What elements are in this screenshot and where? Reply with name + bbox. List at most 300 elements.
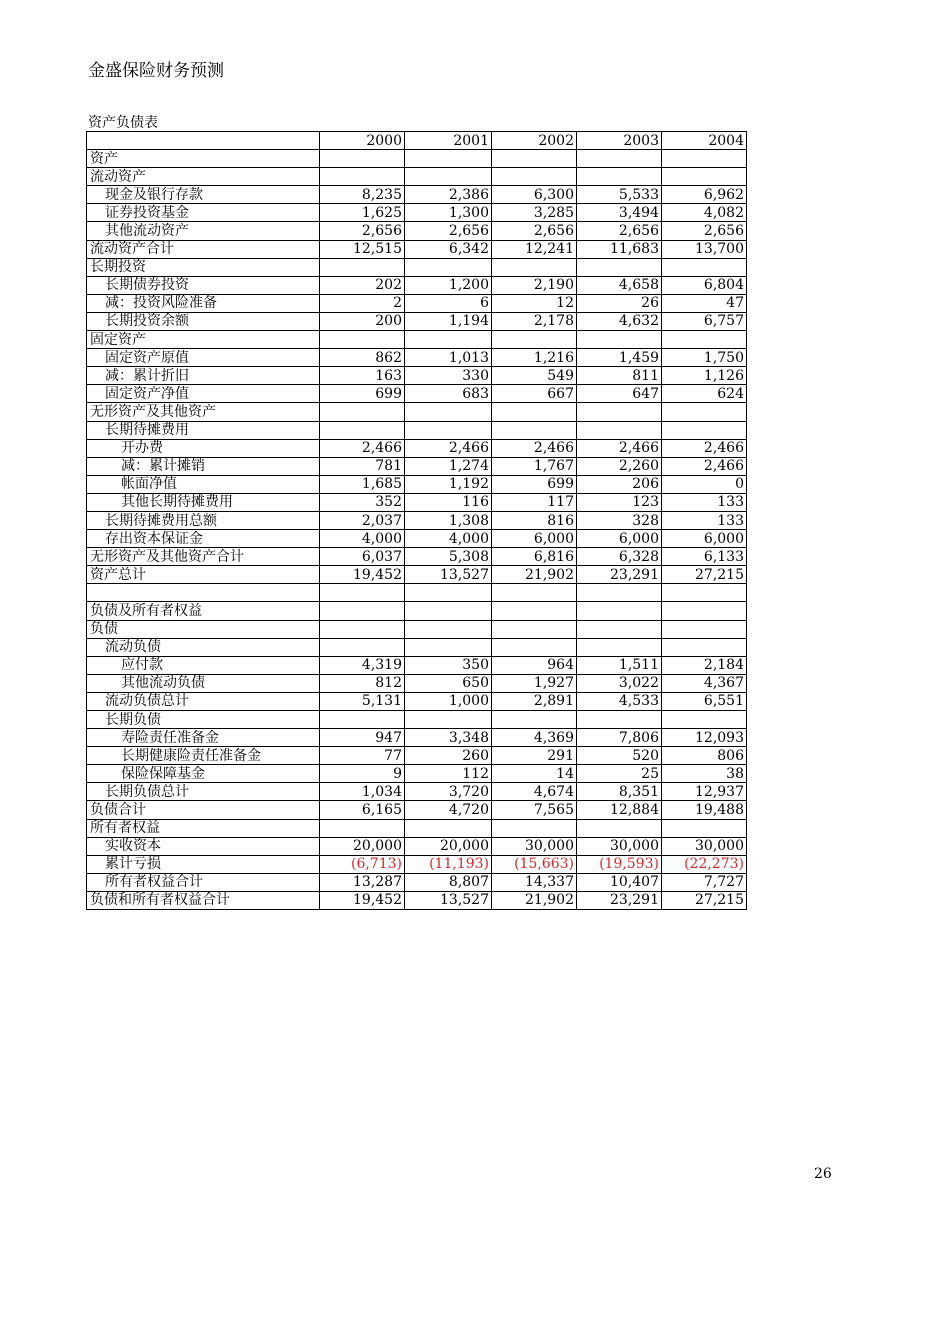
table-row [87,168,747,186]
value-cell-2003: 328 [577,511,662,529]
value-cell-2002: 3,285 [492,204,577,222]
value-cell-2004 [662,403,747,421]
value-cell-2003: 647 [577,385,662,403]
value-cell-2004: 13,700 [662,240,747,258]
value-cell-2001 [405,168,492,186]
value-cell-2000 [320,819,405,837]
value-cell-2000: 781 [320,457,405,475]
value-cell-2003 [577,403,662,421]
table-row [87,602,747,620]
value-cell-2002: 30,000 [492,837,577,855]
row-label: 保险保障基金 [87,765,320,783]
value-cell-2001: 1,274 [405,457,492,475]
row-label: 其他流动负债 [87,674,320,692]
table-row [87,674,747,692]
value-cell-2000: 9 [320,765,405,783]
value-cell-2002: 117 [492,493,577,511]
value-cell-2002 [492,602,577,620]
value-cell-2001: 112 [405,765,492,783]
table-row [87,711,747,729]
value-cell-2003: 2,466 [577,439,662,457]
row-label: 其他长期待摊费用 [87,493,320,511]
value-cell-2002: 549 [492,367,577,385]
value-cell-2004: 2,184 [662,656,747,674]
table-row [87,258,747,276]
value-cell-2003 [577,711,662,729]
value-cell-2003: 520 [577,747,662,765]
value-cell-2003: (19,593) [577,855,662,873]
value-cell-2001: 330 [405,367,492,385]
value-cell-2000: 2 [320,294,405,312]
row-label: 负债及所有者权益 [87,602,320,620]
value-cell-2004 [662,331,747,349]
value-cell-2001: 5,308 [405,548,492,566]
row-label: 长期投资余额 [87,312,320,330]
value-cell-2004 [662,584,747,602]
header-year-2001: 2001 [405,132,492,150]
value-cell-2003: 8,351 [577,783,662,801]
table-row [87,801,747,819]
value-cell-2002: 1,216 [492,349,577,367]
value-cell-2002: 6,300 [492,186,577,204]
value-cell-2004 [662,150,747,168]
value-cell-2004: 38 [662,765,747,783]
table-row [87,747,747,765]
value-cell-2000: 1,685 [320,475,405,493]
table-row [87,620,747,638]
value-cell-2000: 352 [320,493,405,511]
value-cell-2001: 1,013 [405,349,492,367]
value-cell-2001: 1,300 [405,204,492,222]
value-cell-2002: 2,891 [492,692,577,710]
value-cell-2004: 27,215 [662,891,747,909]
value-cell-2001: 3,720 [405,783,492,801]
value-cell-2004: 2,466 [662,457,747,475]
value-cell-2001: 8,807 [405,873,492,891]
value-cell-2000: 20,000 [320,837,405,855]
value-cell-2002 [492,584,577,602]
value-cell-2000: 2,466 [320,439,405,457]
value-cell-2004 [662,421,747,439]
value-cell-2000 [320,584,405,602]
value-cell-2000: 6,037 [320,548,405,566]
balance-sheet-table [86,131,747,910]
value-cell-2000: 5,131 [320,692,405,710]
value-cell-2004 [662,819,747,837]
value-cell-2002: 667 [492,385,577,403]
value-cell-2004: 12,093 [662,729,747,747]
value-cell-2001: 13,527 [405,891,492,909]
value-cell-2002: 2,190 [492,276,577,294]
value-cell-2004: 624 [662,385,747,403]
value-cell-2000: 202 [320,276,405,294]
table-row [87,692,747,710]
value-cell-2004 [662,258,747,276]
value-cell-2001: 4,000 [405,530,492,548]
value-cell-2001 [405,584,492,602]
value-cell-2004: 2,466 [662,439,747,457]
value-cell-2002: 14,337 [492,873,577,891]
value-cell-2002: 7,565 [492,801,577,819]
table-row [87,837,747,855]
value-cell-2001 [405,258,492,276]
value-cell-2002: 816 [492,511,577,529]
table-row [87,891,747,909]
value-cell-2004: 4,367 [662,674,747,692]
row-label: 负债 [87,620,320,638]
value-cell-2004: 1,126 [662,367,747,385]
row-label: 所有者权益合计 [87,873,320,891]
header-year-2004: 2004 [662,132,747,150]
value-cell-2003: 4,533 [577,692,662,710]
row-label: 长期投资 [87,258,320,276]
value-cell-2001: 1,192 [405,475,492,493]
value-cell-2004 [662,620,747,638]
table-row [87,222,747,240]
value-cell-2003: 4,632 [577,312,662,330]
value-cell-2000: 812 [320,674,405,692]
row-label: 开办费 [87,439,320,457]
document-title: 金盛保险财务预测 [88,61,224,81]
value-cell-2003 [577,584,662,602]
row-label: 减：投资风险准备 [87,294,320,312]
value-cell-2000: 699 [320,385,405,403]
row-label: 帐面净值 [87,475,320,493]
row-label: 流动资产合计 [87,240,320,258]
row-label: 实收资本 [87,837,320,855]
value-cell-2001 [405,403,492,421]
value-cell-2001: 683 [405,385,492,403]
value-cell-2003: 1,511 [577,656,662,674]
value-cell-2002 [492,711,577,729]
table-row [87,421,747,439]
value-cell-2002: 21,902 [492,891,577,909]
value-cell-2002: 1,927 [492,674,577,692]
value-cell-2002: 4,369 [492,729,577,747]
value-cell-2004: 133 [662,493,747,511]
value-cell-2002: 6,816 [492,548,577,566]
table-row [87,855,747,873]
value-cell-2004: 4,082 [662,204,747,222]
value-cell-2002: 6,000 [492,530,577,548]
value-cell-2004: 7,727 [662,873,747,891]
value-cell-2002: 2,656 [492,222,577,240]
table-row [87,276,747,294]
value-cell-2003: 3,494 [577,204,662,222]
value-cell-2002: 2,178 [492,312,577,330]
value-cell-2000 [320,620,405,638]
value-cell-2003: 6,328 [577,548,662,566]
value-cell-2002 [492,819,577,837]
value-cell-2004: 6,133 [662,548,747,566]
value-cell-2003 [577,331,662,349]
value-cell-2001: 2,466 [405,439,492,457]
row-label: 证券投资基金 [87,204,320,222]
value-cell-2003 [577,602,662,620]
value-cell-2000: 19,452 [320,891,405,909]
value-cell-2003 [577,819,662,837]
row-label: 现金及银行存款 [87,186,320,204]
value-cell-2000 [320,168,405,186]
value-cell-2002: 1,767 [492,457,577,475]
value-cell-2002: 12,241 [492,240,577,258]
value-cell-2001: 1,308 [405,511,492,529]
value-cell-2002 [492,258,577,276]
value-cell-2000: 1,034 [320,783,405,801]
value-cell-2003: 12,884 [577,801,662,819]
value-cell-2001: 3,348 [405,729,492,747]
table-row [87,819,747,837]
table-row [87,729,747,747]
value-cell-2004: 19,488 [662,801,747,819]
value-cell-2000 [320,421,405,439]
value-cell-2003: 11,683 [577,240,662,258]
value-cell-2001: 260 [405,747,492,765]
table-row [87,530,747,548]
value-cell-2002 [492,421,577,439]
table-row [87,873,747,891]
value-cell-2001: 4,720 [405,801,492,819]
value-cell-2003: 25 [577,765,662,783]
table-row [87,548,747,566]
row-label: 无形资产及其他资产 [87,403,320,421]
row-label: 长期待摊费用总额 [87,511,320,529]
value-cell-2003 [577,421,662,439]
table-row [87,783,747,801]
value-cell-2002 [492,150,577,168]
value-cell-2004: 12,937 [662,783,747,801]
table-row [87,331,747,349]
table-row [87,638,747,656]
value-cell-2001: 1,000 [405,692,492,710]
row-label: 应付款 [87,656,320,674]
value-cell-2001: 2,656 [405,222,492,240]
table-row [87,439,747,457]
table-row [87,349,747,367]
value-cell-2000: (6,713) [320,855,405,873]
value-cell-2002: 4,674 [492,783,577,801]
value-cell-2000: 4,000 [320,530,405,548]
row-label: 固定资产原值 [87,349,320,367]
table-row [87,493,747,511]
value-cell-2000: 8,235 [320,186,405,204]
value-cell-2000: 2,037 [320,511,405,529]
row-label: 长期债券投资 [87,276,320,294]
header-label-cell [87,132,320,150]
value-cell-2004: 6,757 [662,312,747,330]
value-cell-2003 [577,150,662,168]
value-cell-2001: 650 [405,674,492,692]
table-row [87,294,747,312]
row-label: 存出资本保证金 [87,530,320,548]
value-cell-2001: 1,194 [405,312,492,330]
value-cell-2001 [405,421,492,439]
value-cell-2003: 1,459 [577,349,662,367]
value-cell-2000 [320,331,405,349]
value-cell-2002: 12 [492,294,577,312]
value-cell-2003: 3,022 [577,674,662,692]
value-cell-2003: 206 [577,475,662,493]
value-cell-2003 [577,638,662,656]
value-cell-2001: 13,527 [405,566,492,584]
value-cell-2000: 12,515 [320,240,405,258]
value-cell-2000: 4,319 [320,656,405,674]
value-cell-2001: 116 [405,493,492,511]
value-cell-2000: 200 [320,312,405,330]
value-cell-2003: 23,291 [577,566,662,584]
row-label: 所有者权益 [87,819,320,837]
row-label: 固定资产净值 [87,385,320,403]
value-cell-2004: 27,215 [662,566,747,584]
table-row [87,403,747,421]
value-cell-2000 [320,638,405,656]
value-cell-2003: 23,291 [577,891,662,909]
value-cell-2003: 7,806 [577,729,662,747]
table-row [87,186,747,204]
value-cell-2001 [405,819,492,837]
value-cell-2000: 947 [320,729,405,747]
table-row [87,566,747,584]
table-row [87,511,747,529]
value-cell-2003 [577,620,662,638]
value-cell-2004 [662,638,747,656]
row-label: 寿险责任准备金 [87,729,320,747]
value-cell-2001: 350 [405,656,492,674]
value-cell-2001 [405,620,492,638]
value-cell-2001: (11,193) [405,855,492,873]
value-cell-2003 [577,168,662,186]
value-cell-2004: 47 [662,294,747,312]
value-cell-2000: 19,452 [320,566,405,584]
value-cell-2004: 2,656 [662,222,747,240]
table-row [87,584,747,602]
value-cell-2000: 163 [320,367,405,385]
value-cell-2004: 806 [662,747,747,765]
row-label: 流动资产 [87,168,320,186]
row-label: 固定资产 [87,331,320,349]
value-cell-2003: 6,000 [577,530,662,548]
header-year-2003: 2003 [577,132,662,150]
row-label: 资产 [87,150,320,168]
table-row [87,312,747,330]
value-cell-2004: (22,273) [662,855,747,873]
value-cell-2000 [320,602,405,620]
value-cell-2002 [492,331,577,349]
value-cell-2001: 2,386 [405,186,492,204]
value-cell-2001 [405,602,492,620]
value-cell-2002: 291 [492,747,577,765]
row-label: 资产总计 [87,566,320,584]
value-cell-2004: 6,000 [662,530,747,548]
row-label: 流动负债总计 [87,692,320,710]
value-cell-2002 [492,638,577,656]
value-cell-2001: 20,000 [405,837,492,855]
row-label: 其他流动资产 [87,222,320,240]
value-cell-2003: 5,533 [577,186,662,204]
value-cell-2000: 13,287 [320,873,405,891]
page-number: 26 [814,1166,832,1182]
table-header-row [87,132,747,150]
value-cell-2001 [405,331,492,349]
value-cell-2000: 6,165 [320,801,405,819]
header-year-2000: 2000 [320,132,405,150]
row-label: 负债合计 [87,801,320,819]
value-cell-2000 [320,258,405,276]
row-label: 长期待摊费用 [87,421,320,439]
value-cell-2001 [405,638,492,656]
value-cell-2003: 811 [577,367,662,385]
value-cell-2003: 2,260 [577,457,662,475]
value-cell-2003: 30,000 [577,837,662,855]
value-cell-2003: 10,407 [577,873,662,891]
row-label: 流动负债 [87,638,320,656]
value-cell-2002: 2,466 [492,439,577,457]
row-label [87,584,320,602]
value-cell-2002: 21,902 [492,566,577,584]
table-row [87,204,747,222]
value-cell-2004: 30,000 [662,837,747,855]
table-row [87,475,747,493]
value-cell-2003: 2,656 [577,222,662,240]
value-cell-2003: 26 [577,294,662,312]
table-row [87,367,747,385]
row-label: 长期负债 [87,711,320,729]
value-cell-2002 [492,620,577,638]
table-row [87,385,747,403]
value-cell-2000: 2,656 [320,222,405,240]
value-cell-2000: 77 [320,747,405,765]
row-label: 减：累计摊销 [87,457,320,475]
value-cell-2002: 14 [492,765,577,783]
value-cell-2002 [492,168,577,186]
value-cell-2004: 133 [662,511,747,529]
value-cell-2000: 862 [320,349,405,367]
table-row [87,240,747,258]
header-year-2002: 2002 [492,132,577,150]
value-cell-2001: 6 [405,294,492,312]
value-cell-2003 [577,258,662,276]
value-cell-2004: 1,750 [662,349,747,367]
value-cell-2004 [662,602,747,620]
value-cell-2004: 0 [662,475,747,493]
table-row [87,656,747,674]
value-cell-2001 [405,150,492,168]
row-label: 负债和所有者权益合计 [87,891,320,909]
value-cell-2004: 6,551 [662,692,747,710]
table-row [87,457,747,475]
value-cell-2002: (15,663) [492,855,577,873]
value-cell-2004 [662,168,747,186]
value-cell-2000 [320,403,405,421]
table-caption: 资产负债表 [88,115,158,131]
value-cell-2000: 1,625 [320,204,405,222]
row-label: 无形资产及其他资产合计 [87,548,320,566]
row-label: 长期健康险责任准备金 [87,747,320,765]
value-cell-2004 [662,711,747,729]
value-cell-2004: 6,962 [662,186,747,204]
value-cell-2001: 1,200 [405,276,492,294]
value-cell-2003: 123 [577,493,662,511]
value-cell-2000 [320,150,405,168]
table-row [87,150,747,168]
value-cell-2001 [405,711,492,729]
row-label: 长期负债总计 [87,783,320,801]
row-label: 累计亏损 [87,855,320,873]
value-cell-2002 [492,403,577,421]
value-cell-2001: 6,342 [405,240,492,258]
value-cell-2000 [320,711,405,729]
row-label: 减：累计折旧 [87,367,320,385]
